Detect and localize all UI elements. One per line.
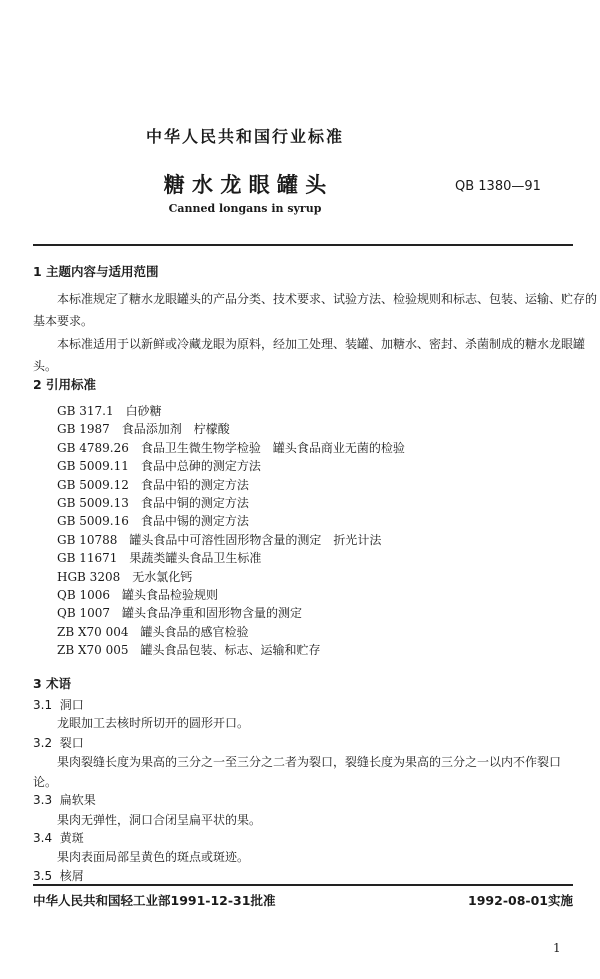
reference-item: [57, 626, 249, 638]
reference-code: QB 1006: [57, 588, 111, 602]
reference-item: [57, 442, 405, 454]
reference-title: 罐头食品检验规则: [122, 588, 219, 602]
term-number: 3.5: [33, 869, 53, 883]
term-3-3: [33, 794, 96, 806]
paragraph-text: 基本要求。: [33, 314, 94, 328]
reference-code: GB 4789.26: [57, 440, 129, 455]
english-title: Canned longans in syrup: [168, 202, 322, 215]
reference-code: QB 1007: [57, 606, 111, 621]
term-definition: 论。: [33, 775, 58, 789]
page-number: 1: [553, 941, 561, 955]
reference-code: GB 1987: [57, 422, 110, 437]
term-3-2: [33, 737, 84, 749]
term-name: 洞口: [59, 698, 84, 712]
section-1-heading: 1 主题内容与适用范围: [33, 264, 159, 279]
reference-title: 食品中铅的测定方法: [140, 477, 249, 492]
reference-item: [57, 571, 192, 583]
term-3-5: [33, 870, 84, 882]
reference-item: [57, 534, 381, 546]
term-name: 黄斑: [59, 831, 84, 845]
paragraph-text: 本标准适用于以新鲜或冷藏龙眼为原料，经加工处理、装罐、加糖水、密封、杀菌制成的糖水龙眼罐: [57, 337, 586, 351]
term-definition: 果肉表面局部呈黄色的斑点或斑迹。: [57, 850, 250, 864]
paragraph-text: 本标准规定了糖水龙眼罐头的产品分类、技术要求、试验方法、检验规则和标志、包装、运输、贮存的: [57, 292, 598, 306]
reference-title: 无水氯化钙: [132, 569, 193, 584]
reference-title: 罐头食品的感官检验: [140, 624, 249, 639]
reference-code: GB 5009.12: [57, 477, 129, 492]
reference-title: 食品中锡的测定方法: [140, 514, 249, 529]
effective-date: 1992-08-01实施: [468, 893, 573, 908]
approval-date: 中华人民共和国轻工业部1991-12-31批准: [33, 893, 276, 908]
section-3-heading: 3 术语: [33, 676, 72, 691]
reference-title: 白砂糖: [125, 404, 162, 418]
reference-item: [57, 515, 249, 527]
term-name: 核屑: [59, 869, 84, 883]
reference-item: [57, 552, 261, 564]
reference-title: 食品卫生微生物学检验 罐头食品商业无菌的检验: [140, 440, 405, 455]
footer-rule: [33, 884, 573, 886]
reference-code: GB 5009.16: [57, 514, 129, 529]
reference-code: ZB X70 004: [57, 624, 129, 639]
reference-title: 果蔬类罐头食品卫生标准: [129, 551, 262, 566]
term-number: 3.3: [33, 793, 53, 807]
reference-code: GB 5009.13: [57, 496, 129, 510]
reference-code: ZB X70 005: [57, 643, 129, 658]
reference-item: [57, 589, 218, 601]
reference-item: [57, 497, 249, 509]
reference-code: GB 5009.11: [57, 459, 129, 474]
section-2-heading: 2 引用标准: [33, 377, 97, 392]
reference-item: [57, 460, 261, 472]
issuer-heading: 中华人民共和国行业标准: [145, 127, 344, 146]
reference-item: [57, 423, 230, 435]
reference-title: 罐头食品包装、标志、运输和贮存: [140, 643, 321, 658]
reference-code: GB 317.1: [57, 404, 114, 418]
term-name: 扁软果: [59, 793, 96, 807]
term-number: 3.2: [33, 736, 53, 750]
standard-number: QB 1380—91: [455, 179, 541, 194]
term-number: 3.1: [33, 698, 53, 712]
reference-item: [57, 405, 162, 417]
reference-code: HGB 3208: [57, 569, 121, 584]
document-title: 糖 水 龙 眼 罐 头: [163, 172, 327, 197]
term-number: 3.4: [33, 831, 53, 845]
reference-title: 罐头食品净重和固形物含量的测定: [122, 606, 303, 621]
reference-title: 食品中铜的测定方法: [140, 496, 249, 510]
reference-code: GB 11671: [57, 551, 118, 566]
paragraph-text: 头。: [33, 359, 58, 373]
reference-title: 食品添加剂 柠檬酸: [121, 422, 230, 437]
reference-title: 食品中总砷的测定方法: [140, 459, 261, 474]
reference-title: 罐头食品中可溶性固形物含量的测定 折光计法: [129, 532, 382, 547]
reference-item: [57, 479, 249, 491]
term-name: 裂口: [59, 736, 84, 750]
reference-code: GB 10788: [57, 532, 118, 547]
term-definition: 果肉无弹性，洞口合闭呈扁平状的果。: [57, 813, 262, 827]
term-definition: 龙眼加工去核时所切开的圆形开口。: [57, 716, 250, 730]
term-3-1: [33, 699, 84, 711]
term-3-4: [33, 832, 84, 844]
header-rule: [33, 244, 573, 246]
term-definition: 果肉裂缝长度为果高的三分之一至三分之二者为裂口，裂缝长度为果高的三分之一以内不作裂口: [57, 755, 562, 769]
reference-item: [57, 644, 321, 656]
reference-item: [57, 607, 302, 619]
